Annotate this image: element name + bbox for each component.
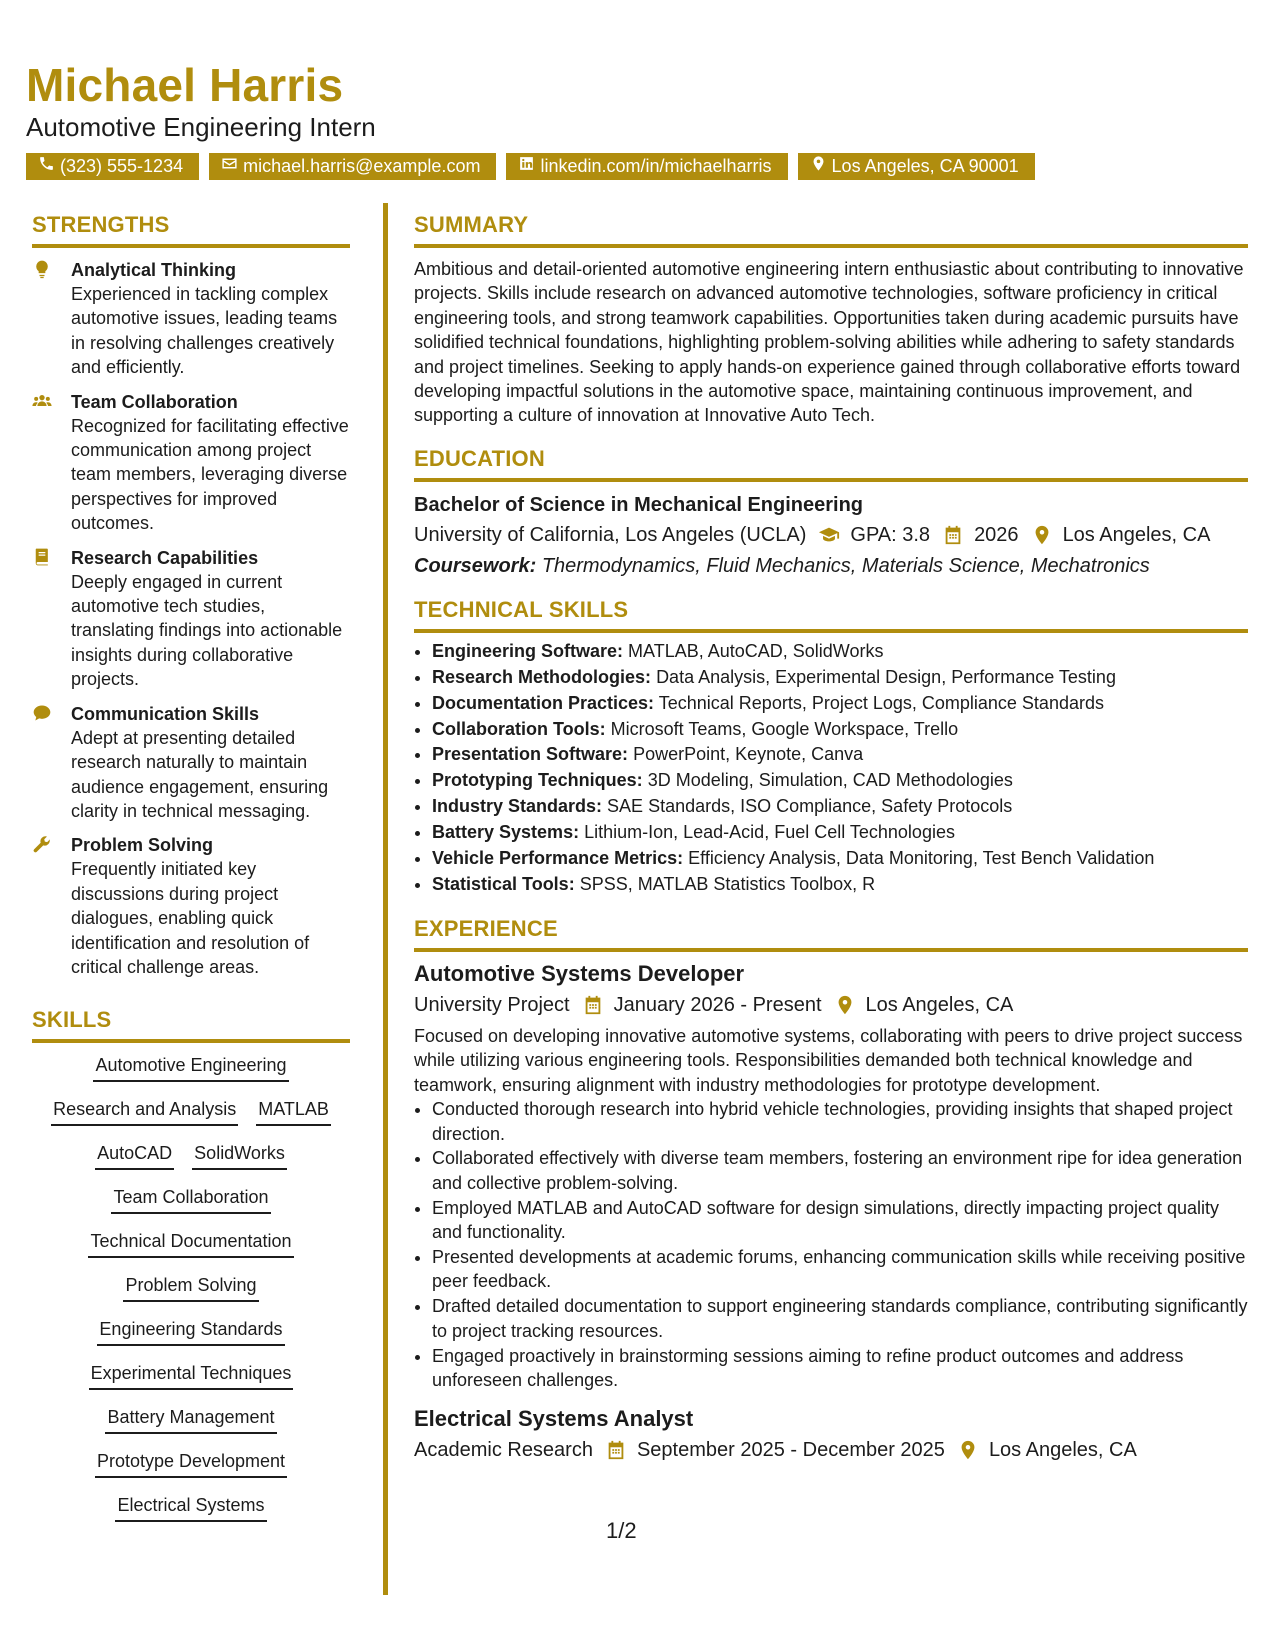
contact-bar: [26, 153, 1035, 180]
tech-skill-value: Efficiency Analysis, Data Monitoring, Test Bench Validation: [688, 848, 1155, 869]
skill-tag: SolidWorks: [192, 1141, 287, 1170]
skill-tag: AutoCAD: [95, 1141, 174, 1170]
job-title: Automotive Systems Developer: [414, 960, 745, 986]
right-column: [414, 212, 1248, 1463]
contact-email[interactable]: [209, 153, 496, 180]
coursework-list: Thermodynamics, Fluid Mechanics, Materials Science, Mechatronics: [541, 554, 1150, 577]
location-pin-icon: [810, 153, 827, 180]
education-location: Los Angeles, CA: [1062, 523, 1211, 546]
tech-skill-label: Research Methodologies:: [432, 666, 652, 687]
location-pin-icon: [834, 994, 856, 1016]
list-item: [432, 820, 1248, 846]
graduation-year: 2026: [974, 523, 1019, 546]
envelope-icon: [221, 153, 238, 180]
job-meta: [414, 992, 1248, 1018]
calendar-icon: [942, 524, 964, 546]
strength-item: [32, 258, 350, 380]
tech-skill-label: Presentation Software:: [432, 744, 629, 765]
candidate-role: Automotive Engineering Intern: [26, 112, 376, 142]
tech-skill-value: SPSS, MATLAB Statistics Toolbox, R: [579, 874, 876, 894]
skill-tag: Team Collaboration: [111, 1185, 270, 1214]
skill-tag: Experimental Techniques: [89, 1361, 294, 1390]
tech-skill-value: 3D Modeling, Simulation, CAD Methodologies: [647, 770, 1013, 791]
tech-skill-value: Microsoft Teams, Google Workspace, Trello: [610, 718, 959, 739]
coursework: [414, 553, 1248, 579]
tech-skill-value: MATLAB, AutoCAD, SolidWorks: [628, 640, 884, 661]
education-meta: [414, 522, 1248, 548]
job-org: University Project: [414, 993, 570, 1016]
job-location: Los Angeles, CA: [988, 1438, 1137, 1461]
list-item: [432, 872, 1248, 898]
skill-tag: Automotive Engineering: [93, 1053, 288, 1082]
strength-item: [32, 390, 350, 536]
list-item: • Conducted thorough research into hybrid vehicle technologies, providing insights that shaped project direction.: [432, 1097, 1248, 1146]
gpa-value: GPA: 3.8: [850, 523, 931, 546]
list-item: [432, 665, 1248, 691]
list-item: • Presented developments at academic forums, enhancing communication skills while receiving positive peer feedback.: [432, 1245, 1248, 1294]
tech-skill-value: Technical Reports, Project Logs, Compliance Standards: [658, 692, 1104, 713]
skill-tag: Battery Management: [105, 1405, 276, 1434]
strength-item: [32, 546, 350, 692]
technical-skills-heading: TECHNICAL SKILLS: [414, 597, 1248, 633]
strength-title: Communication Skills: [71, 703, 260, 724]
list-item: [432, 639, 1248, 665]
strength-title: Analytical Thinking: [71, 260, 237, 280]
tech-skill-label: Prototyping Techniques:: [432, 770, 643, 791]
contact-linkedin[interactable]: [506, 153, 787, 180]
list-item: [432, 768, 1248, 794]
education-heading: EDUCATION: [414, 446, 1248, 482]
strength-title: Problem Solving: [71, 835, 214, 856]
coursework-label: Coursework:: [414, 554, 537, 577]
tech-skill-label: Documentation Practices:: [432, 692, 655, 713]
location-pin-icon: [1031, 524, 1053, 546]
job-meta: [414, 1437, 1248, 1463]
skill-tag: Technical Documentation: [88, 1229, 293, 1258]
skill-tag: Electrical Systems: [115, 1493, 266, 1522]
tech-skill-label: Vehicle Performance Metrics:: [432, 848, 684, 869]
skills-heading: SKILLS: [32, 1007, 350, 1043]
skill-tag: Research and Analysis: [51, 1097, 238, 1126]
summary-heading: SUMMARY: [414, 212, 1248, 248]
skill-tag: Prototype Development: [95, 1449, 287, 1478]
contact-email-text: michael.harris@example.com: [243, 156, 481, 176]
strengths-heading: STRENGTHS: [32, 212, 350, 248]
calendar-icon: [605, 1439, 627, 1461]
list-item: [432, 717, 1248, 743]
job-bullets: [414, 1097, 1248, 1392]
location-pin-icon: [957, 1439, 979, 1461]
strength-desc: Experienced in tackling complex automotive issues, leading teams in resolving challenges creatively and efficiently.: [71, 284, 338, 378]
graduation-cap-icon: [818, 524, 840, 546]
wrench-icon: [32, 834, 54, 854]
school-name: University of California, Los Angeles (UCLA): [414, 523, 807, 546]
job-dates: January 2026 - Present: [613, 993, 822, 1016]
job-org: Academic Research: [414, 1438, 593, 1461]
strength-title: Team Collaboration: [71, 391, 238, 412]
list-item: • Drafted detailed documentation to support engineering standards compliance, contributing significantly to project tracking resources.: [432, 1294, 1248, 1343]
candidate-name: Michael Harris: [26, 59, 344, 111]
tech-skill-value: PowerPoint, Keynote, Canva: [633, 744, 864, 765]
list-item: [432, 742, 1248, 768]
list-item: • Collaborated effectively with diverse team members, fostering an environment ripe for idea generation and collective problem-solving.: [432, 1146, 1248, 1195]
list-item: • Engaged proactively in brainstorming sessions aiming to refine product outcomes and address unforeseen challenges.: [432, 1344, 1248, 1393]
list-item: [432, 691, 1248, 717]
experience-heading: EXPERIENCE: [414, 916, 1248, 952]
strength-desc: Frequently initiated key discussions during project dialogues, enabling quick identification and resolution of critical challenge areas.: [71, 859, 310, 977]
speech-bubble-icon: [32, 703, 54, 723]
degree-title: Bachelor of Science in Mechanical Engineering: [414, 493, 864, 516]
job-title: Electrical Systems Analyst: [414, 1405, 694, 1431]
strength-item: [32, 833, 350, 979]
contact-phone-text: (323) 555-1234: [60, 156, 184, 176]
contact-phone[interactable]: [26, 153, 199, 180]
list-item: [432, 794, 1248, 820]
left-column: [32, 212, 350, 1522]
list-item: • Employed MATLAB and AutoCAD software for design simulations, directly impacting project quality and functionality.: [432, 1196, 1248, 1245]
skill-tag: Problem Solving: [123, 1273, 258, 1302]
tech-skill-label: Engineering Software:: [432, 640, 624, 661]
tech-skill-value: Data Analysis, Experimental Design, Performance Testing: [656, 666, 1116, 687]
tech-skill-value: SAE Standards, ISO Compliance, Safety Protocols: [607, 796, 1013, 817]
strength-desc: Adept at presenting detailed research naturally to maintain audience engagement, ensuring clarity in technical messaging.: [71, 727, 329, 821]
strength-desc: Recognized for facilitating effective communication among project team members, leveraging diverse perspectives for improved outcomes.: [71, 415, 349, 534]
tech-skill-label: Statistical Tools:: [432, 874, 575, 894]
tech-skill-label: Industry Standards:: [432, 796, 603, 817]
tech-skill-value: Lithium-Ion, Lead-Acid, Fuel Cell Technologies: [584, 822, 955, 843]
tech-skill-label: Collaboration Tools:: [432, 718, 606, 739]
strength-desc: Deeply engaged in current automotive tech studies, translating findings into actionable insights during collaborative projects.: [71, 571, 343, 690]
users-icon: [32, 391, 54, 411]
job-location: Los Angeles, CA: [865, 993, 1014, 1016]
calendar-icon: [582, 994, 604, 1016]
linkedin-icon: [518, 153, 535, 180]
lightbulb-icon: [32, 259, 54, 279]
strength-item: [32, 702, 350, 824]
tech-skill-label: Battery Systems:: [432, 822, 580, 843]
skill-tag: Engineering Standards: [97, 1317, 284, 1346]
contact-location-text: Los Angeles, CA 90001: [831, 156, 1019, 176]
technical-skills-list: [414, 639, 1248, 898]
job-dates: September 2025 - December 2025: [636, 1438, 945, 1461]
strength-title: Research Capabilities: [71, 547, 259, 568]
skills-list: [32, 1053, 350, 1522]
column-divider: [383, 203, 388, 1595]
book-icon: [32, 547, 54, 567]
skill-tag: MATLAB: [256, 1097, 331, 1126]
page-indicator: 1/2: [606, 1518, 637, 1543]
summary-text: Ambitious and detail-oriented automotive engineering intern enthusiastic about contributing to innovative projects. Skills include research on advanced automotive technologies, software proficiency in critical engineering tools, and strong teamwork capabilities. Opportunities taken during academic pursuits have solidified technical foundations, highlighting problem-solving abilities while adhering to safety standards and project timelines. Seeking to apply hands-on experience gained through collaborative efforts toward developing impactful solutions in the automotive space, maintaining continuous improvement, and supporting a culture of innovation at Innovative Auto Tech.: [414, 259, 1244, 426]
job-description: Focused on developing innovative automotive systems, collaborating with peers to drive project success while utilizing various engineering tools. Responsibilities demanded both technical knowledge and teamwork, ensuring alignment with industry methodologies for prototype development.: [414, 1025, 1243, 1095]
contact-location: [798, 153, 1035, 180]
phone-icon: [38, 153, 55, 180]
list-item: [432, 846, 1248, 872]
contact-linkedin-text: linkedin.com/in/michaelharris: [540, 156, 772, 176]
